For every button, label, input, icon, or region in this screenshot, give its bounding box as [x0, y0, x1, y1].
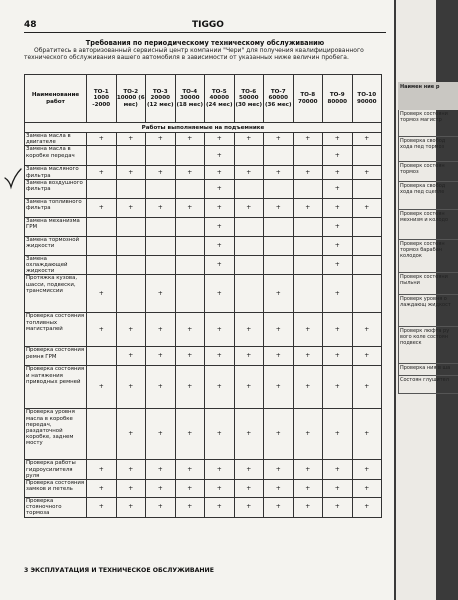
- service-mark: +: [87, 166, 117, 179]
- service-mark: +: [205, 198, 235, 217]
- service-mark: +: [146, 313, 176, 347]
- service-mark: +: [87, 480, 117, 498]
- service-mark: +: [146, 166, 176, 179]
- operation-name: Замена воздушного фильтра: [25, 179, 87, 198]
- service-mark: +: [264, 133, 294, 146]
- service-mark: +: [205, 166, 235, 179]
- service-mark: +: [146, 198, 176, 217]
- service-mark: +: [234, 166, 264, 179]
- empty-cell: [87, 179, 117, 198]
- service-mark: +: [352, 313, 382, 347]
- empty-cell: [175, 217, 205, 236]
- service-mark: +: [205, 366, 235, 409]
- empty-cell: [234, 217, 264, 236]
- empty-cell: [234, 179, 264, 198]
- service-mark: +: [205, 347, 235, 366]
- empty-cell: [116, 275, 146, 313]
- empty-cell: [87, 146, 117, 166]
- maintenance-schedule-table: [24, 74, 382, 518]
- table-row: [25, 146, 382, 166]
- service-mark: +: [352, 166, 382, 179]
- empty-cell: [352, 146, 382, 166]
- empty-cell: [264, 236, 294, 255]
- column-header-to-9: ТО-9 80000: [323, 75, 353, 123]
- empty-cell: [352, 179, 382, 198]
- empty-cell: [352, 236, 382, 255]
- service-mark: +: [352, 347, 382, 366]
- empty-cell: [352, 275, 382, 313]
- column-header-operation: Наименование работ: [25, 75, 87, 123]
- service-mark: +: [323, 217, 353, 236]
- operation-name: Проверка работы гидроусилителя руля: [25, 460, 87, 480]
- empty-cell: [293, 146, 323, 166]
- service-mark: +: [264, 409, 294, 460]
- service-mark: +: [323, 275, 353, 313]
- service-mark: +: [205, 133, 235, 146]
- service-mark: +: [323, 198, 353, 217]
- column-header-to-8: ТО-8 70000: [293, 75, 323, 123]
- column-header-to-5: ТО-5 40000 (24 мес): [205, 75, 235, 123]
- service-mark: +: [87, 498, 117, 518]
- service-mark: +: [323, 255, 353, 275]
- service-mark: +: [87, 133, 117, 146]
- table-row: [25, 366, 382, 409]
- empty-cell: [293, 179, 323, 198]
- empty-cell: [264, 217, 294, 236]
- service-mark: +: [234, 313, 264, 347]
- table-row: [25, 313, 382, 347]
- table-row: [25, 255, 382, 275]
- service-mark: +: [116, 366, 146, 409]
- adjacent-row: Состоян глушител: [398, 376, 458, 394]
- service-mark: +: [323, 347, 353, 366]
- empty-cell: [87, 347, 117, 366]
- service-mark: +: [323, 498, 353, 518]
- service-mark: +: [234, 133, 264, 146]
- empty-cell: [116, 146, 146, 166]
- service-mark: +: [205, 179, 235, 198]
- empty-cell: [87, 236, 117, 255]
- service-mark: +: [352, 480, 382, 498]
- service-mark: +: [234, 198, 264, 217]
- empty-cell: [264, 255, 294, 275]
- service-mark: +: [352, 460, 382, 480]
- service-mark: +: [293, 366, 323, 409]
- empty-cell: [87, 409, 117, 460]
- empty-cell: [264, 146, 294, 166]
- service-mark: +: [264, 347, 294, 366]
- service-mark: +: [205, 409, 235, 460]
- operation-name: Замена масляного фильтра: [25, 166, 87, 179]
- table-row: [25, 166, 382, 179]
- column-header-to-10: ТО-10 90000: [352, 75, 382, 123]
- operation-name: Замена тормозной жидкости: [25, 236, 87, 255]
- service-mark: +: [293, 166, 323, 179]
- adjacent-page-rows: [398, 110, 458, 394]
- adjacent-row: Проверк состоян тормоз: [398, 162, 458, 182]
- empty-cell: [146, 179, 176, 198]
- service-mark: +: [205, 460, 235, 480]
- operation-name: Проверка состояния и натяжения приводных ремней: [25, 366, 87, 409]
- empty-cell: [234, 236, 264, 255]
- service-mark: +: [175, 498, 205, 518]
- page-footer: 3 ЭКСПЛУАТАЦИЯ И ТЕХНИЧЕСКОЕ ОБСЛУЖИВАНИЕ: [24, 567, 214, 574]
- service-mark: +: [264, 198, 294, 217]
- service-mark: +: [264, 460, 294, 480]
- service-mark: +: [175, 133, 205, 146]
- service-mark: +: [87, 275, 117, 313]
- service-mark: +: [116, 198, 146, 217]
- table-header-row: [25, 75, 382, 123]
- service-mark: +: [264, 166, 294, 179]
- service-mark: +: [323, 236, 353, 255]
- operation-name: Замена охлаждающей жидкости: [25, 255, 87, 275]
- operation-name: Замена масла в коробке передач: [25, 146, 87, 166]
- service-mark: +: [293, 198, 323, 217]
- empty-cell: [234, 275, 264, 313]
- service-mark: +: [175, 460, 205, 480]
- empty-cell: [175, 275, 205, 313]
- table-subheader: Работы выполняемые на подъемнике: [25, 123, 382, 133]
- column-header-to-1: ТО-1 1000 -2000: [87, 75, 117, 123]
- adjacent-row: Проверк состоян тормоз барабан колодок: [398, 240, 458, 273]
- running-title: TIGGO: [192, 20, 224, 30]
- service-mark: +: [293, 347, 323, 366]
- service-mark: +: [175, 347, 205, 366]
- service-mark: +: [87, 460, 117, 480]
- service-mark: +: [352, 498, 382, 518]
- column-header-to-3: ТО-3 20000 (12 мес): [146, 75, 176, 123]
- empty-cell: [234, 255, 264, 275]
- service-mark: +: [234, 347, 264, 366]
- adjacent-row: Проверк состоян мехнизм и колодо: [398, 210, 458, 240]
- service-mark: +: [323, 146, 353, 166]
- service-mark: +: [175, 198, 205, 217]
- service-mark: +: [323, 133, 353, 146]
- service-mark: +: [264, 313, 294, 347]
- section-title: Требования по периодическому техническому обслуживанию: [85, 39, 325, 47]
- service-mark: +: [293, 409, 323, 460]
- adjacent-row: Проверка свобод хода пед тормоз: [398, 137, 458, 162]
- table-row: [25, 347, 382, 366]
- empty-cell: [293, 217, 323, 236]
- table-row: [25, 236, 382, 255]
- table-row: [25, 409, 382, 460]
- service-mark: +: [146, 366, 176, 409]
- service-mark: +: [352, 366, 382, 409]
- service-mark: +: [116, 313, 146, 347]
- operation-name: Замена механизма ГРМ: [25, 217, 87, 236]
- table-row: [25, 480, 382, 498]
- adjacent-row: Проверка свобод хода пед сцепле: [398, 182, 458, 210]
- service-mark: +: [146, 480, 176, 498]
- service-mark: +: [116, 460, 146, 480]
- service-mark: +: [87, 198, 117, 217]
- service-mark: +: [205, 498, 235, 518]
- service-mark: +: [234, 480, 264, 498]
- empty-cell: [146, 255, 176, 275]
- empty-cell: [352, 217, 382, 236]
- operation-name: Проверка стояночного тормоза: [25, 498, 87, 518]
- service-mark: +: [116, 133, 146, 146]
- page-header: [24, 20, 386, 33]
- service-mark: +: [146, 498, 176, 518]
- intro-paragraph: Обратитесь в авторизованный сервисный центр компании "Чери" для получения квалифицированного технического обслуживания вашего автомобиля в зависимости от указанных ниже величин пробега.: [24, 47, 364, 62]
- service-mark: +: [323, 409, 353, 460]
- service-mark: +: [146, 133, 176, 146]
- empty-cell: [116, 236, 146, 255]
- service-mark: +: [205, 313, 235, 347]
- empty-cell: [146, 217, 176, 236]
- service-mark: +: [205, 146, 235, 166]
- service-mark: +: [116, 498, 146, 518]
- adjacent-row: Проверк уровня о лаждающ жидкост: [398, 295, 458, 327]
- table-row: [25, 498, 382, 518]
- service-mark: +: [293, 313, 323, 347]
- service-mark: +: [175, 409, 205, 460]
- service-mark: +: [175, 166, 205, 179]
- operation-name: Проверка состояния замков и петель: [25, 480, 87, 498]
- table-row: [25, 133, 382, 146]
- service-mark: +: [234, 498, 264, 518]
- service-mark: +: [205, 236, 235, 255]
- column-header-to-2: ТО-2 10000 (6 мес): [116, 75, 146, 123]
- service-mark: +: [323, 179, 353, 198]
- column-header-to-6: ТО-6 50000 (30 мес): [234, 75, 264, 123]
- service-mark: +: [323, 166, 353, 179]
- empty-cell: [116, 179, 146, 198]
- service-mark: +: [293, 480, 323, 498]
- service-mark: +: [146, 409, 176, 460]
- empty-cell: [264, 179, 294, 198]
- handwritten-check-mark-icon: [4, 168, 22, 188]
- empty-cell: [116, 217, 146, 236]
- service-mark: +: [352, 133, 382, 146]
- empty-cell: [175, 146, 205, 166]
- column-header-to-4: ТО-4 30000 (18 мес): [175, 75, 205, 123]
- service-mark: +: [205, 480, 235, 498]
- service-mark: +: [234, 409, 264, 460]
- service-mark: +: [175, 480, 205, 498]
- service-mark: +: [146, 460, 176, 480]
- empty-cell: [146, 146, 176, 166]
- table-row: [25, 275, 382, 313]
- service-mark: +: [293, 133, 323, 146]
- service-mark: +: [234, 460, 264, 480]
- adjacent-row: Проверк состояни пыльни: [398, 273, 458, 295]
- adjacent-row: Проверк состояни тормоз магистр: [398, 110, 458, 137]
- service-mark: +: [264, 275, 294, 313]
- page-number: 48: [24, 20, 37, 30]
- table-row: [25, 217, 382, 236]
- empty-cell: [175, 255, 205, 275]
- service-mark: +: [205, 255, 235, 275]
- table-row: [25, 460, 382, 480]
- empty-cell: [146, 236, 176, 255]
- service-mark: +: [116, 409, 146, 460]
- adjacent-row: Проверк люфта ру вого коле состоян подвеск: [398, 327, 458, 364]
- empty-cell: [293, 275, 323, 313]
- service-mark: +: [116, 480, 146, 498]
- service-mark: +: [205, 275, 235, 313]
- service-mark: +: [323, 460, 353, 480]
- service-mark: +: [323, 366, 353, 409]
- operation-name: Протяжка кузова, шасси, подвески, трансмиссии: [25, 275, 87, 313]
- table-subheader-row: [25, 123, 382, 133]
- service-mark: +: [293, 460, 323, 480]
- empty-cell: [293, 236, 323, 255]
- empty-cell: [87, 255, 117, 275]
- empty-cell: [87, 217, 117, 236]
- service-mark: +: [205, 217, 235, 236]
- adjacent-page-header: Наимен ние р: [398, 82, 458, 110]
- column-header-to-7: ТО-7 60000 (36 мес): [264, 75, 294, 123]
- service-mark: +: [352, 198, 382, 217]
- operation-name: Проверка состояния ремня ГРМ: [25, 347, 87, 366]
- empty-cell: [175, 179, 205, 198]
- empty-cell: [293, 255, 323, 275]
- empty-cell: [175, 236, 205, 255]
- service-mark: +: [175, 313, 205, 347]
- service-mark: +: [293, 498, 323, 518]
- operation-name: Проверка уровня масла в коробке передач, раздаточной коробке, заднем мосту: [25, 409, 87, 460]
- operation-name: Проверка состояния топливных магистралей: [25, 313, 87, 347]
- empty-cell: [116, 255, 146, 275]
- adjacent-row: Проверка ния в ша: [398, 364, 458, 376]
- operation-name: Замена масла в двигателе: [25, 133, 87, 146]
- service-mark: +: [146, 347, 176, 366]
- service-mark: +: [234, 366, 264, 409]
- service-mark: +: [87, 313, 117, 347]
- service-mark: +: [116, 347, 146, 366]
- empty-cell: [234, 146, 264, 166]
- operation-name: Замена топливного фильтра: [25, 198, 87, 217]
- service-mark: +: [352, 409, 382, 460]
- service-mark: +: [323, 480, 353, 498]
- adjacent-page-edge: [396, 0, 451, 600]
- service-mark: +: [87, 366, 117, 409]
- service-mark: +: [323, 313, 353, 347]
- table-row: [25, 179, 382, 198]
- service-mark: +: [116, 166, 146, 179]
- service-mark: +: [264, 498, 294, 518]
- service-mark: +: [175, 366, 205, 409]
- service-mark: +: [146, 275, 176, 313]
- empty-cell: [352, 255, 382, 275]
- service-mark: +: [264, 480, 294, 498]
- table-row: [25, 198, 382, 217]
- service-mark: +: [264, 366, 294, 409]
